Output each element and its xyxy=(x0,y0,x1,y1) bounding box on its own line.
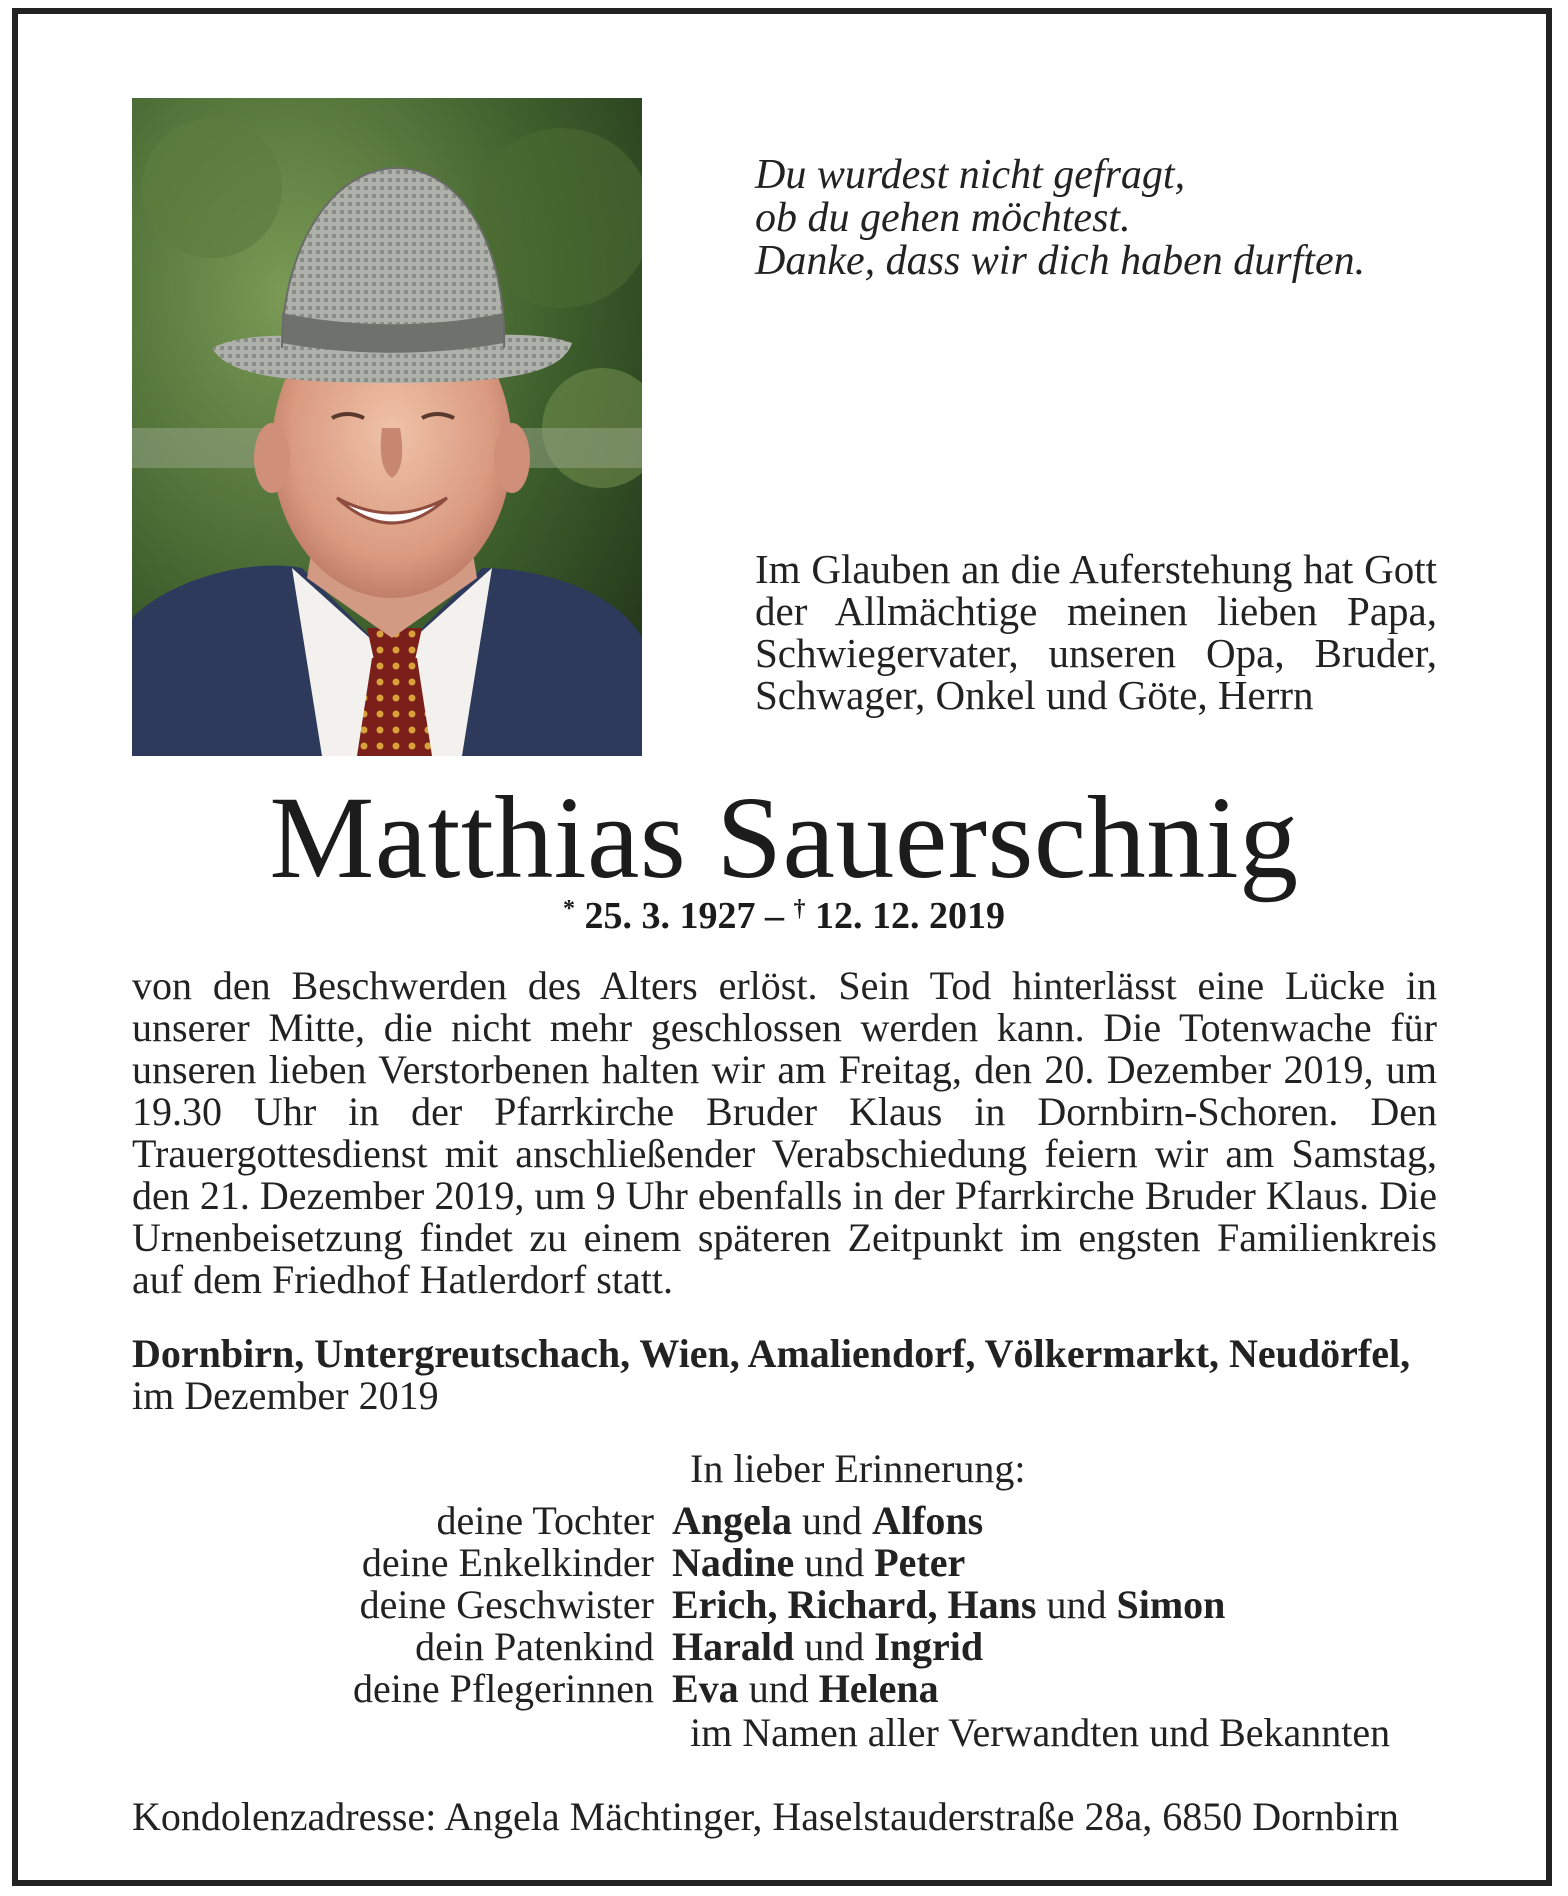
announcement-paragraph: von den Beschwerden des Alters erlöst. Sein Tod hinterlässt eine Lücke in unserer Mitte, die nicht mehr geschlossen werden kann. Die Totenwache für unseren lieben Verstorbenen halten wir am Freitag, den 20. Dezember 2019, um 19.30 Uhr in der Pfarrkirche Bruder Klaus in Dornbirn-Schoren. Den Trauergottesdienst mit anschließender Verabschiedung feiern wir am Samstag, den 21. Dezember 2019, um 9 Uhr ebenfalls in der Pfarrkirche Bruder Klaus. Die Urnenbeisetzung findet zu einem späteren Zeitpunkt im engsten Familienkreis auf dem Friedhof Hatlerdorf statt. xyxy=(132,963,1437,1302)
date-separator: – xyxy=(765,895,784,937)
mourner-names: Eva und Helena xyxy=(672,1666,939,1711)
mourner-row xyxy=(132,1626,1452,1668)
mourner-relation: dein Patenkind xyxy=(415,1624,654,1669)
life-dates xyxy=(0,895,1568,937)
condolence-address: Kondolenzadresse: Angela Mächtinger, Haselstauderstraße 28a, 6850 Dornbirn xyxy=(132,1794,1399,1839)
mourner-relation: deine Enkelkinder xyxy=(361,1540,654,1585)
intro-paragraph: Im Glauben an die Auferstehung hat Gott der Allmächtige meinen lieben Papa, Schwiegervater, unseren Opa, Bruder, Schwager, Onkel und Göte, Herrn xyxy=(755,546,1437,718)
mourner-row xyxy=(132,1542,1452,1584)
mourner-names: Angela und Alfons xyxy=(672,1498,984,1543)
mourner-names: Nadine und Peter xyxy=(672,1540,966,1585)
death-symbol: † xyxy=(793,896,806,922)
mourner-row xyxy=(132,1584,1452,1626)
mourner-row xyxy=(132,1668,1452,1710)
mourner-relation: deine Geschwister xyxy=(359,1582,654,1627)
portrait-illustration xyxy=(132,98,642,756)
poem-line: Danke, dass wir dich haben durften. xyxy=(755,238,1366,284)
places-list: Dornbirn, Untergreutschach, Wien, Amaliendorf, Völkermarkt, Neudörfel, xyxy=(132,1331,1411,1376)
death-date: 12. 12. 2019 xyxy=(815,895,1005,937)
birth-symbol: * xyxy=(563,896,575,922)
mourner-relation: deine Pflegerinnen xyxy=(353,1666,654,1711)
birth-date: 25. 3. 1927 xyxy=(584,895,756,937)
mourner-row xyxy=(132,1500,1452,1542)
portrait-photo xyxy=(132,98,642,756)
closing-line: im Namen aller Verwandten und Bekannten xyxy=(690,1710,1391,1755)
poem-line: ob du gehen möchtest. xyxy=(755,195,1131,241)
memory-heading: In lieber Erinnerung: xyxy=(690,1446,1026,1491)
places-and-date xyxy=(132,1333,1452,1417)
places-date: im Dezember 2019 xyxy=(132,1373,439,1418)
poem-verse xyxy=(755,154,1455,283)
mourner-names: Harald und Ingrid xyxy=(672,1624,984,1669)
mourner-names: Erich, Richard, Hans und Simon xyxy=(672,1582,1226,1627)
poem-line: Du wurdest nicht gefragt, xyxy=(755,152,1186,198)
mourners-list xyxy=(132,1500,1452,1710)
mourner-relation: deine Tochter xyxy=(436,1498,654,1543)
deceased-name: Matthias Sauerschnig xyxy=(269,772,1299,903)
